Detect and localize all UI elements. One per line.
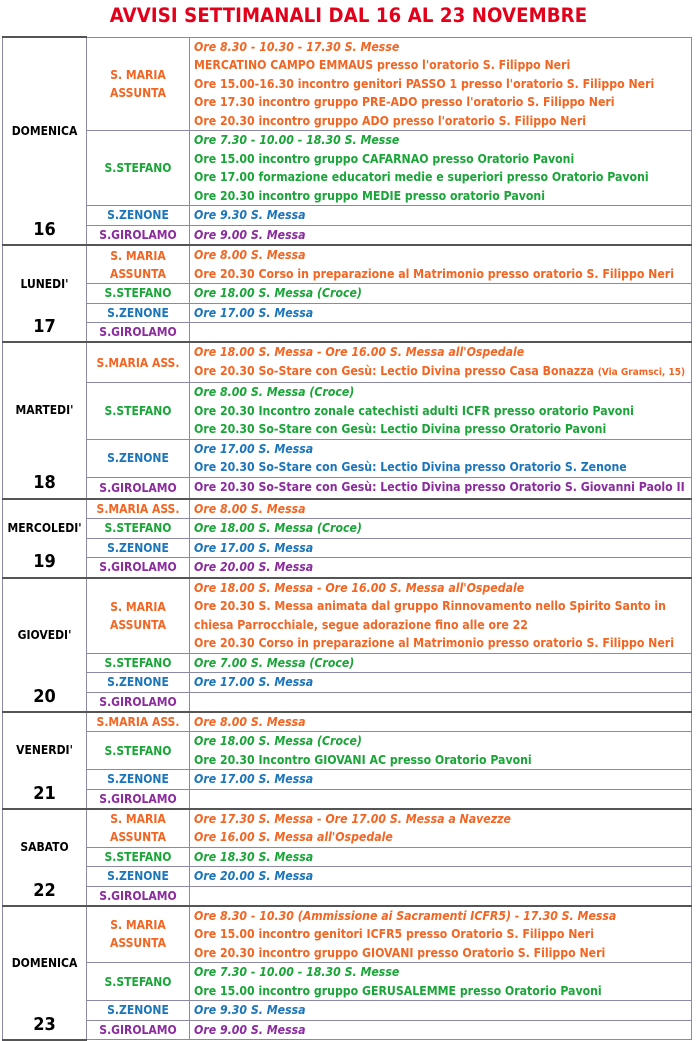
event-text: Ore 8.00 S. Messa (Croce) bbox=[194, 385, 355, 399]
event-text: Ore 9.00 S. Messa bbox=[194, 1022, 306, 1037]
day-name: LUNEDI' bbox=[20, 276, 69, 291]
event-line bbox=[194, 500, 691, 519]
event-text: Ore 7.30 - 10.00 - 18.30 S. Messe bbox=[194, 133, 400, 147]
events-cell bbox=[190, 342, 692, 383]
events-cell bbox=[190, 673, 692, 693]
day-cell bbox=[3, 342, 87, 499]
event-text: Ore 18.00 S. Messa (Croce) bbox=[194, 286, 362, 300]
event-text: Ore 18.00 S. Messa - Ore 16.00 S. Messa all'Ospedale bbox=[194, 345, 525, 359]
parish-name: S.ZENONE bbox=[87, 1001, 190, 1021]
parish-name: S.STEFANO bbox=[87, 653, 190, 673]
event-line bbox=[194, 751, 691, 770]
event-text: Ore 17.00 S. Messa bbox=[194, 305, 314, 320]
event-line bbox=[194, 1021, 691, 1040]
schedule-row bbox=[3, 519, 692, 539]
events-cell bbox=[190, 284, 692, 304]
day-cell bbox=[3, 906, 87, 1040]
parish-name: S.STEFANO bbox=[87, 847, 190, 867]
event-line bbox=[194, 616, 691, 635]
page-title: AVVISI SETTIMANALI DAL 16 AL 23 NOVEMBRE bbox=[109, 4, 588, 27]
event-line bbox=[194, 810, 691, 829]
day-name: SABATO bbox=[20, 840, 69, 854]
event-line bbox=[194, 579, 691, 598]
event-line bbox=[194, 634, 691, 653]
events-cell bbox=[190, 653, 692, 673]
event-line bbox=[194, 284, 691, 303]
event-text: Ore 20.00 S. Messa bbox=[194, 869, 314, 883]
parish-name: S.STEFANO bbox=[87, 383, 190, 440]
event-text: Ore 17.00 S. Messa bbox=[194, 772, 314, 786]
event-line bbox=[194, 848, 691, 867]
schedule-row bbox=[3, 538, 692, 558]
event-text: Ore 20.30 Incontro GIOVANI AC presso Oratorio Pavoni bbox=[194, 752, 532, 767]
schedule-row bbox=[3, 578, 692, 654]
events-cell bbox=[190, 963, 692, 1001]
schedule-row bbox=[3, 303, 692, 323]
parish-name: S. MARIA ASSUNTA bbox=[87, 578, 190, 654]
events-cell bbox=[190, 477, 692, 499]
event-line bbox=[194, 982, 691, 1001]
day-cell bbox=[3, 37, 87, 245]
parish-name: S.STEFANO bbox=[87, 284, 190, 304]
schedule-row bbox=[3, 499, 692, 519]
parish-name: S.ZENONE bbox=[87, 538, 190, 558]
events-cell bbox=[190, 245, 692, 284]
events-cell bbox=[190, 809, 692, 848]
schedule-row bbox=[3, 906, 692, 963]
schedule-row bbox=[3, 867, 692, 887]
event-address: (Via Gramsci, 15) bbox=[597, 366, 686, 378]
events-cell bbox=[190, 886, 692, 906]
schedule-row bbox=[3, 1001, 692, 1021]
parish-name: S.STEFANO bbox=[87, 519, 190, 539]
events-cell bbox=[190, 131, 692, 206]
event-line bbox=[194, 420, 691, 439]
day-number: 19 bbox=[33, 551, 56, 572]
events-cell bbox=[190, 37, 692, 131]
parish-name: S.ZENONE bbox=[87, 770, 190, 790]
events-cell bbox=[190, 383, 692, 440]
schedule-row bbox=[3, 284, 692, 304]
events-cell bbox=[190, 558, 692, 578]
event-text: Ore 20.30 S. Messa animata dal gruppo Rinnovamento nello Spirito Santo in bbox=[194, 599, 666, 613]
event-text: MERCATINO CAMPO EMMAUS presso l'oratorio S. Filippo Neri bbox=[194, 58, 571, 72]
event-line bbox=[194, 867, 691, 886]
event-text: Ore 18.30 S. Messa bbox=[194, 849, 314, 864]
events-cell bbox=[190, 499, 692, 519]
parish-name: S.GIROLAMO bbox=[87, 225, 190, 245]
event-line bbox=[194, 907, 691, 926]
event-text: Ore 20.30 Corso in preparazione al Matrimonio presso oratorio S. Filippo Neri bbox=[194, 636, 674, 650]
event-text: Ore 17.30 incontro gruppo PRE-ADO presso l'oratorio S. Filippo Neri bbox=[194, 95, 615, 109]
day-cell bbox=[3, 578, 87, 712]
schedule-row bbox=[3, 653, 692, 673]
parish-name: S.MARIA ASS. bbox=[87, 712, 190, 732]
day-cell bbox=[3, 245, 87, 342]
events-cell bbox=[190, 847, 692, 867]
parish-name: S.ZENONE bbox=[87, 206, 190, 226]
event-text: Ore 20.30 incontro gruppo ADO presso l'oratorio S. Filippo Neri bbox=[194, 113, 587, 128]
event-line bbox=[194, 75, 691, 94]
event-text: Ore 17.00 S. Messa bbox=[194, 675, 314, 689]
event-line bbox=[194, 732, 691, 751]
parish-name: S.ZENONE bbox=[87, 673, 190, 693]
event-line bbox=[194, 770, 691, 789]
event-line bbox=[194, 131, 691, 150]
event-line bbox=[194, 246, 691, 265]
event-text: Ore 8.00 S. Messa bbox=[194, 714, 306, 729]
schedule-row bbox=[3, 673, 692, 693]
event-text: Ore 7.00 S. Messa (Croce) bbox=[194, 655, 355, 670]
schedule-row bbox=[3, 692, 692, 712]
parish-name: S.ZENONE bbox=[87, 867, 190, 887]
event-text: Ore 20.30 So-Stare con Gesù: Lectio Divina presso Oratorio S. Zenone bbox=[194, 460, 627, 474]
day-cell bbox=[3, 809, 87, 906]
day-number: 16 bbox=[33, 218, 56, 240]
schedule-row bbox=[3, 323, 692, 343]
day-number: 23 bbox=[33, 1013, 56, 1035]
event-line bbox=[194, 265, 691, 284]
events-cell bbox=[190, 789, 692, 809]
event-text: Ore 20.30 So-Stare con Gesù: Lectio Divina presso Casa Bonazza bbox=[194, 363, 598, 378]
day-cell bbox=[3, 499, 87, 578]
event-line bbox=[194, 362, 691, 383]
event-text: Ore 17.00 S. Messa bbox=[194, 540, 314, 555]
day-name: DOMENICA bbox=[11, 124, 78, 138]
parish-name: S.ZENONE bbox=[87, 439, 190, 477]
schedule-row bbox=[3, 558, 692, 578]
parish-name: S.GIROLAMO bbox=[87, 886, 190, 906]
event-text: Ore 9.00 S. Messa bbox=[194, 227, 306, 242]
event-line bbox=[194, 112, 691, 131]
event-text: Ore 20.30 So-Stare con Gesù: Lectio Divina presso Oratorio S. Giovanni Paolo II bbox=[194, 480, 685, 495]
events-cell bbox=[190, 538, 692, 558]
schedule-row bbox=[3, 477, 692, 499]
day-name: VENERDI' bbox=[16, 743, 73, 757]
schedule-row bbox=[3, 847, 692, 867]
events-cell bbox=[190, 906, 692, 963]
parish-name: S. MARIA ASSUNTA bbox=[87, 906, 190, 963]
event-text: Ore 20.30 Incontro zonale catechisti adulti ICFR presso oratorio Pavoni bbox=[194, 403, 634, 418]
day-number: 20 bbox=[33, 685, 56, 707]
day-name: MERCOLEDI' bbox=[7, 521, 82, 535]
parish-name: S.GIROLAMO bbox=[87, 692, 190, 712]
events-cell bbox=[190, 712, 692, 732]
event-line bbox=[194, 458, 691, 477]
parish-name: S.GIROLAMO bbox=[87, 558, 190, 578]
event-line bbox=[194, 150, 691, 169]
events-cell bbox=[190, 225, 692, 245]
event-text: Ore 8.30 - 10.30 - 17.30 S. Messe bbox=[194, 39, 400, 54]
event-text: Ore 7.30 - 10.00 - 18.30 S. Messe bbox=[194, 965, 400, 979]
day-number: 18 bbox=[33, 472, 56, 494]
day-number: 17 bbox=[33, 316, 56, 337]
event-text: Ore 15.00-16.30 incontro genitori PASSO 1 presso l'oratorio S. Filippo Neri bbox=[194, 76, 655, 91]
parish-name: S. MARIA ASSUNTA bbox=[87, 37, 190, 131]
event-line bbox=[194, 1001, 691, 1020]
event-text: Ore 16.00 S. Messa all'Ospedale bbox=[194, 830, 393, 844]
events-cell bbox=[190, 732, 692, 770]
parish-name: S.GIROLAMO bbox=[87, 1020, 190, 1040]
event-line bbox=[194, 383, 691, 402]
schedule-row bbox=[3, 206, 692, 226]
parish-name: S.STEFANO bbox=[87, 131, 190, 206]
parish-name: S.ZENONE bbox=[87, 303, 190, 323]
schedule-row bbox=[3, 225, 692, 245]
events-cell bbox=[190, 770, 692, 790]
event-line bbox=[194, 440, 691, 459]
event-text: Ore 17.00 S. Messa bbox=[194, 441, 314, 456]
event-text: Ore 20.30 So-Stare con Gesù: Lectio Divina presso Oratorio Pavoni bbox=[194, 422, 607, 436]
events-cell bbox=[190, 578, 692, 654]
event-line bbox=[194, 478, 691, 497]
event-text: Ore 8.00 S. Messa bbox=[194, 501, 306, 516]
schedule-row bbox=[3, 439, 692, 477]
events-cell bbox=[190, 1001, 692, 1021]
event-line bbox=[194, 168, 691, 187]
day-number: 22 bbox=[33, 879, 56, 901]
schedule-row bbox=[3, 342, 692, 383]
event-text: Ore 18.00 S. Messa (Croce) bbox=[194, 734, 362, 748]
event-line bbox=[194, 828, 691, 847]
event-text: Ore 15.00 incontro genitori ICFR5 presso Oratorio S. Filippo Neri bbox=[194, 927, 594, 941]
day-name: DOMENICA bbox=[11, 955, 78, 970]
event-line bbox=[194, 402, 691, 421]
day-number: 21 bbox=[33, 782, 56, 804]
parish-name: S.GIROLAMO bbox=[87, 789, 190, 809]
event-line bbox=[194, 343, 691, 362]
event-text: Ore 8.30 - 10.30 (Ammissione ai Sacramenti ICFR5) - 17.30 S. Messa bbox=[194, 908, 617, 923]
schedule-row bbox=[3, 131, 692, 206]
event-text: Ore 20.30 Corso in preparazione al Matrimonio presso oratorio S. Filippo Neri bbox=[194, 266, 674, 281]
schedule-row bbox=[3, 712, 692, 732]
parish-name: S.MARIA ASS. bbox=[87, 499, 190, 519]
schedule-row bbox=[3, 789, 692, 809]
schedule-row bbox=[3, 770, 692, 790]
event-line bbox=[194, 654, 691, 673]
event-line bbox=[194, 925, 691, 944]
event-text: Ore 20.30 incontro gruppo MEDIE presso oratorio Pavoni bbox=[194, 188, 545, 203]
event-text: Ore 15.00 incontro gruppo GERUSALEMME presso Oratorio Pavoni bbox=[194, 983, 602, 998]
event-line bbox=[194, 963, 691, 982]
event-line bbox=[194, 56, 691, 75]
parish-name: S.GIROLAMO bbox=[87, 323, 190, 343]
event-text: Ore 18.00 S. Messa (Croce) bbox=[194, 521, 362, 535]
event-line bbox=[194, 187, 691, 206]
schedule-row bbox=[3, 1020, 692, 1040]
event-line bbox=[194, 558, 691, 577]
schedule-table bbox=[2, 36, 692, 1041]
events-cell bbox=[190, 519, 692, 539]
events-cell bbox=[190, 439, 692, 477]
events-cell bbox=[190, 1020, 692, 1040]
parish-name: S. MARIA ASSUNTA bbox=[87, 245, 190, 284]
event-text: Ore 9.30 S. Messa bbox=[194, 208, 306, 222]
event-text: Ore 20.30 incontro gruppo GIOVANI presso Oratorio S. Filippo Neri bbox=[194, 945, 606, 960]
parish-name: S.MARIA ASS. bbox=[87, 342, 190, 383]
schedule-row bbox=[3, 37, 692, 131]
day-cell bbox=[3, 712, 87, 809]
event-line bbox=[194, 93, 691, 112]
schedule-row bbox=[3, 383, 692, 440]
events-cell bbox=[190, 867, 692, 887]
event-line bbox=[194, 304, 691, 323]
event-text: Ore 18.00 S. Messa - Ore 16.00 S. Messa all'Ospedale bbox=[194, 580, 525, 595]
schedule-row bbox=[3, 809, 692, 848]
parish-name: S.GIROLAMO bbox=[87, 477, 190, 499]
event-line bbox=[194, 713, 691, 732]
event-line bbox=[194, 673, 691, 692]
schedule-row bbox=[3, 732, 692, 770]
event-text: Ore 15.00 incontro gruppo CAFARNAO presso Oratorio Pavoni bbox=[194, 151, 575, 166]
events-cell bbox=[190, 323, 692, 343]
event-line bbox=[194, 944, 691, 963]
schedule-row bbox=[3, 886, 692, 906]
parish-name: S. MARIA ASSUNTA bbox=[87, 809, 190, 848]
event-line bbox=[194, 206, 691, 225]
event-line bbox=[194, 38, 691, 57]
parish-name: S.STEFANO bbox=[87, 732, 190, 770]
event-text: Ore 17.30 S. Messa - Ore 17.00 S. Messa a Navezze bbox=[194, 811, 511, 826]
event-line bbox=[194, 226, 691, 245]
schedule-row bbox=[3, 245, 692, 284]
events-cell bbox=[190, 303, 692, 323]
event-text: Ore 17.00 formazione educatori medie e superiori presso Oratorio Pavoni bbox=[194, 170, 649, 184]
event-line bbox=[194, 597, 691, 616]
events-cell bbox=[190, 692, 692, 712]
event-text: chiesa Parrocchiale, segue adorazione fino alle ore 22 bbox=[194, 617, 528, 632]
event-text: Ore 20.00 S. Messa bbox=[194, 560, 314, 574]
events-cell bbox=[190, 206, 692, 226]
day-name: MARTEDI' bbox=[15, 403, 74, 418]
parish-name: S.STEFANO bbox=[87, 963, 190, 1001]
schedule-row bbox=[3, 963, 692, 1001]
event-line bbox=[194, 539, 691, 558]
day-name: GIOVEDI' bbox=[17, 627, 72, 642]
event-text: Ore 9.30 S. Messa bbox=[194, 1003, 306, 1017]
event-text: Ore 8.00 S. Messa bbox=[194, 248, 306, 262]
event-line bbox=[194, 519, 691, 538]
